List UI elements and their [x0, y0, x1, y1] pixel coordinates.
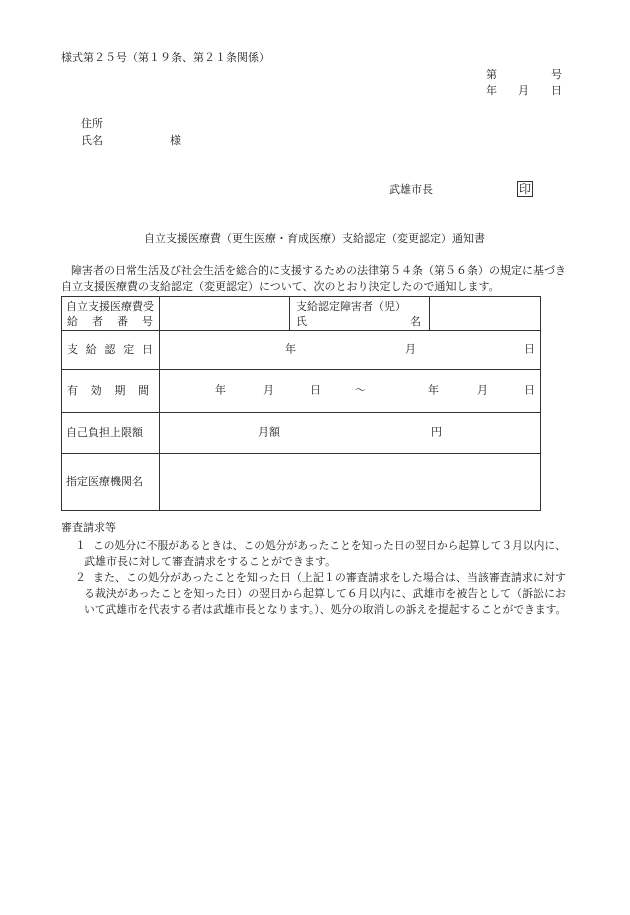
row-copay-limit [62, 413, 541, 454]
period-start-month: 月 [263, 383, 274, 397]
beneficiary-label-line-1: 支給認定障害者（児） [296, 299, 406, 313]
recipient-number-label-line-2 [62, 314, 159, 329]
recipient-number-label [62, 297, 160, 331]
intro-line-2: 自立支援医療費の支給認定（変更認定）について、次のとおり決定したので通知します。 [61, 280, 500, 293]
label-char: 番 [117, 314, 128, 328]
appeal-item-2-line-1: また、この処分があったことを知った日（上記１の審査請求をした場合は、当該審査請求に対す [93, 571, 566, 584]
valid-period-label-text [62, 385, 159, 398]
doc-number-prefix: 第 [486, 68, 497, 81]
doc-number-suffix: 号 [551, 68, 562, 81]
appeal-item-2-number: ２ [75, 571, 86, 584]
beneficiary-label [290, 297, 430, 331]
grant-date-month: 月 [405, 342, 416, 356]
date-month: 月 [518, 84, 529, 97]
medical-facility-value[interactable] [160, 454, 541, 511]
row-valid-period [62, 370, 541, 413]
form-number: 様式第２５号（第１９条、第２１条関係） [61, 51, 270, 64]
beneficiary-name-value[interactable] [430, 297, 541, 331]
appeal-item-2-line-2: る裁決があったことを知った日）の翌日から起算して６月以内に、武雄市を被告として（訴訟にお [84, 587, 566, 600]
copay-limit-label: 自己負担上限額 [62, 413, 160, 454]
copay-limit-value[interactable] [160, 413, 541, 454]
appeal-item-1-line-1: この処分に不服があるときは、この処分があったことを知った日の翌日から起算して３月以内に、 [93, 539, 566, 552]
period-end-year: 年 [428, 383, 439, 397]
period-end-month: 月 [477, 383, 488, 397]
row-medical-facility [62, 454, 541, 511]
valid-period-label [62, 370, 160, 413]
document-title: 自立支援医療費（更生医療・育成医療）支給認定（変更認定）通知書 [144, 232, 485, 245]
label-char: 効 [90, 383, 102, 397]
copay-yen-unit: 円 [431, 425, 442, 439]
period-start-day: 日 [310, 383, 321, 397]
label-char: 定 [123, 342, 135, 356]
beneficiary-label-line-2 [290, 314, 429, 329]
name-label: 氏名 [81, 134, 103, 147]
honorific: 様 [170, 134, 181, 147]
period-end-day: 日 [524, 383, 535, 397]
grant-date-label-text [62, 344, 159, 357]
address-label: 住所 [81, 117, 103, 130]
row-grant-date [62, 331, 541, 370]
label-char: 号 [142, 314, 153, 328]
date-day: 日 [551, 84, 562, 97]
label-char: 間 [137, 383, 149, 397]
period-separator: ～ [355, 383, 366, 397]
valid-period-value[interactable] [160, 370, 541, 413]
label-char: 者 [92, 314, 103, 328]
period-start-year: 年 [215, 383, 226, 397]
medical-facility-label: 指定医療機関名 [62, 454, 160, 511]
label-char: 支 [67, 342, 78, 356]
recipient-number-value[interactable] [160, 297, 290, 331]
label-char: 給 [67, 314, 78, 328]
row-recipient-number [62, 297, 541, 331]
label-char: 期 [114, 383, 126, 397]
appeal-item-1-line-2: 武雄市長に対して審査請求をすることができます。 [84, 555, 337, 568]
certification-table [61, 296, 541, 511]
copay-monthly-label: 月額 [258, 425, 280, 439]
grant-date-label [62, 331, 160, 370]
grant-date-day: 日 [524, 342, 535, 356]
label-char: 給 [85, 342, 97, 356]
label-char: 名 [410, 314, 421, 328]
appeal-item-1-number: １ [75, 539, 86, 552]
recipient-number-label-line-1: 自立支援医療費受 [66, 299, 154, 313]
label-char: 氏 [296, 314, 307, 328]
appeal-heading: 審査請求等 [61, 521, 116, 534]
label-char: 有 [67, 383, 78, 397]
grant-date-year: 年 [285, 342, 296, 356]
official-seal [517, 181, 533, 197]
date-year: 年 [486, 84, 497, 97]
label-char: 認 [104, 342, 116, 356]
appeal-item-2-line-3: いて武雄市を代表する者は武雄市長となります。）、処分の取消しの訴えを提起することができます。 [84, 603, 567, 616]
grant-date-value[interactable] [160, 331, 541, 370]
intro-line-1: 障害者の日常生活及び社会生活を総合的に支援するための法律第５４条（第５６条）の規定に基づき [71, 264, 566, 277]
issuer-title: 武雄市長 [389, 183, 433, 196]
label-char: 日 [142, 342, 153, 356]
seal-mark: 印 [519, 182, 532, 196]
